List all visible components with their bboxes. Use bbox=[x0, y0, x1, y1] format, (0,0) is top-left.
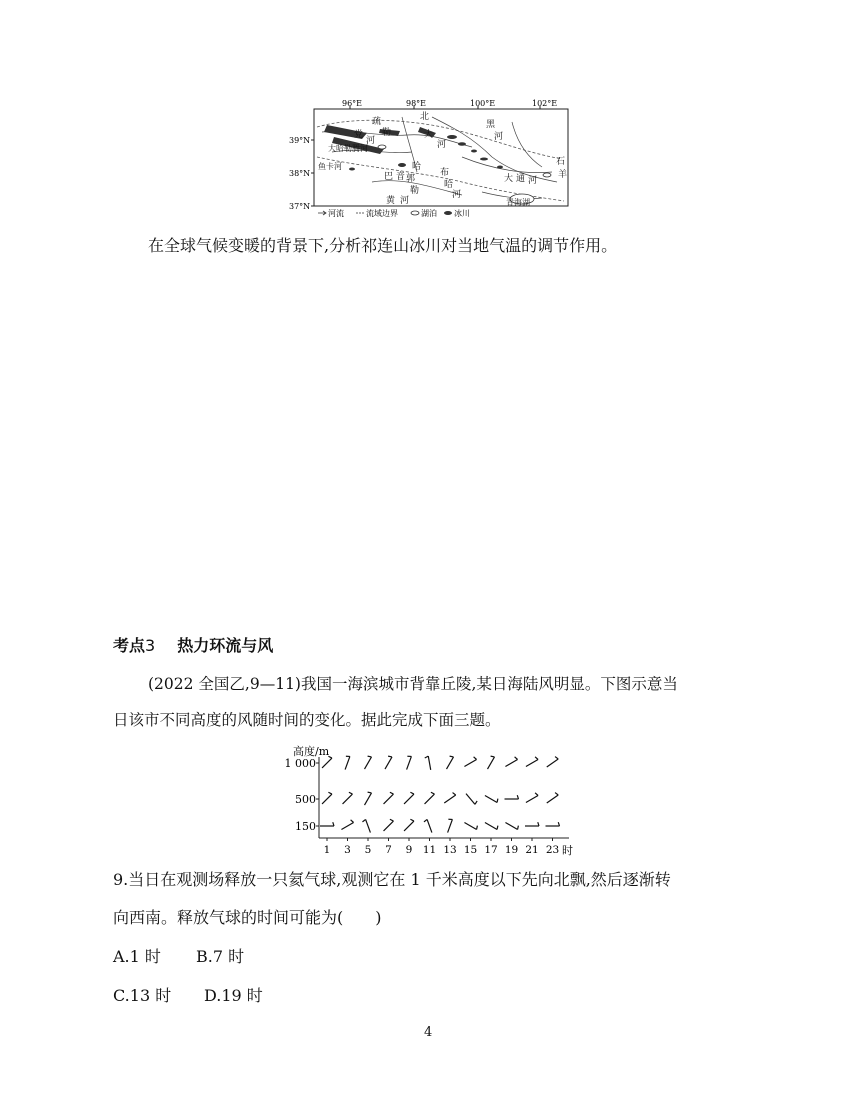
wind-barb bbox=[385, 756, 392, 769]
hour-tick-label: 1 bbox=[323, 844, 331, 856]
place-label: 巴 bbox=[384, 172, 394, 182]
qilian-glacier-map bbox=[289, 97, 570, 218]
place-label: 郭 bbox=[406, 174, 416, 184]
hour-tick-label: 19 bbox=[504, 844, 519, 856]
wind-barb bbox=[424, 819, 432, 832]
section-number: 3 bbox=[145, 636, 156, 655]
wind-barb bbox=[485, 796, 498, 803]
wind-barb bbox=[425, 756, 431, 770]
wind-barb bbox=[404, 792, 414, 804]
legend-lake-label: 湖泊 bbox=[421, 209, 437, 218]
wind-barb bbox=[343, 792, 353, 804]
wind-barb bbox=[505, 757, 517, 767]
place-label: 青海湖 bbox=[506, 198, 530, 207]
lon-label: 98°E bbox=[406, 99, 427, 108]
hour-tick-label: 3 bbox=[344, 844, 351, 856]
wind-barb bbox=[365, 756, 372, 769]
wind-barb bbox=[444, 793, 455, 803]
page-number: 4 bbox=[424, 1025, 433, 1040]
place-label: 河 bbox=[452, 190, 462, 200]
wind-barb bbox=[525, 822, 539, 826]
option-c[interactable]: C.13 时 bbox=[113, 986, 172, 1005]
wind-barb bbox=[341, 820, 353, 830]
x-axis-unit: 时 bbox=[562, 844, 573, 857]
question-text: 在全球气候变暖的背景下,分析祁连山冰川对当地气温的调节作用。 bbox=[148, 236, 618, 255]
option-b[interactable]: B.7 时 bbox=[196, 947, 245, 966]
wind-barb bbox=[425, 792, 435, 804]
hour-tick-label: 15 bbox=[463, 844, 478, 856]
place-label: 党 bbox=[354, 130, 364, 140]
wind-barb bbox=[365, 792, 372, 805]
place-label: 哈 bbox=[412, 162, 422, 172]
place-label: 哈 bbox=[444, 180, 454, 190]
lat-label: 37°N bbox=[289, 202, 311, 211]
wind-barb bbox=[488, 756, 495, 769]
wind-barb bbox=[464, 757, 476, 767]
hour-tick-label: 5 bbox=[364, 844, 372, 856]
place-label: 北 bbox=[420, 112, 430, 122]
place-label: 河 bbox=[494, 132, 504, 142]
legend-boundary-label: 流域边界 bbox=[366, 209, 398, 218]
wind-barb bbox=[384, 792, 394, 804]
height-tick-label: 500 bbox=[295, 793, 316, 806]
wind-barb bbox=[547, 757, 558, 767]
legend-glacier-label: 冰川 bbox=[454, 209, 470, 218]
question-9-line-1: 9.当日在观测场释放一只氦气球,观测它在 1 千米高度以下先向北飘,然后逐渐转 bbox=[113, 870, 671, 889]
wind-barb bbox=[546, 822, 560, 826]
hour-tick-label: 21 bbox=[525, 844, 539, 856]
wind-barb bbox=[485, 823, 498, 830]
height-tick-label: 150 bbox=[295, 820, 316, 833]
lat-label: 39°N bbox=[289, 136, 311, 145]
place-label: 黑 bbox=[486, 120, 496, 130]
map-legend bbox=[318, 208, 470, 218]
wind-barb bbox=[526, 793, 538, 803]
wind-barb bbox=[322, 792, 332, 804]
lat-label: 38°N bbox=[289, 169, 311, 178]
wind-barb bbox=[466, 794, 477, 805]
place-label: 疏 bbox=[372, 117, 382, 127]
intro-line-2: 日该市不同高度的风随时间的变化。据此完成下面三题。 bbox=[113, 711, 501, 729]
option-d[interactable]: D.19 时 bbox=[204, 986, 263, 1005]
hour-tick-label: 11 bbox=[422, 844, 437, 856]
lon-label: 100°E bbox=[470, 99, 496, 108]
place-label: 大 bbox=[424, 130, 434, 140]
height-tick-label: 1 000 bbox=[284, 757, 316, 770]
wind-barb bbox=[447, 756, 454, 769]
place-label: 音 bbox=[396, 172, 406, 182]
wind-barb bbox=[407, 756, 412, 769]
place-label: 河 bbox=[366, 136, 376, 146]
section-title: 热力环流与风 bbox=[177, 636, 274, 655]
place-label: 布 bbox=[440, 168, 450, 178]
wind-barb bbox=[464, 823, 477, 830]
place-label: 河 bbox=[528, 176, 538, 186]
place-label: 石 bbox=[556, 157, 566, 167]
place-label: 通 bbox=[516, 174, 526, 184]
place-label: 羊 bbox=[558, 170, 568, 180]
wind-barb bbox=[448, 819, 453, 832]
hour-tick-label: 9 bbox=[405, 844, 413, 856]
wind-barb bbox=[505, 823, 518, 830]
place-label: 勒 bbox=[410, 186, 420, 196]
wind-barb bbox=[362, 819, 370, 832]
question-9-line-2: 向西南。释放气球的时间可能为( ) bbox=[113, 908, 382, 927]
intro-line-1: (2022 全国乙,9—11)我国一海滨城市背靠丘陵,某日海陆风明显。下图示意当 bbox=[148, 675, 678, 693]
place-label: 鱼卡河 bbox=[318, 162, 342, 171]
place-label: 大 bbox=[504, 174, 514, 184]
place-label: 大哈勒腾河 bbox=[328, 144, 368, 153]
legend-river-label: 河流 bbox=[328, 209, 344, 218]
hour-tick-label: 17 bbox=[484, 844, 498, 856]
hour-tick-label: 13 bbox=[443, 844, 457, 856]
section-label: 考点 bbox=[113, 636, 146, 655]
section-heading bbox=[113, 633, 273, 656]
lon-label: 102°E bbox=[532, 99, 558, 108]
wind-barb-chart bbox=[285, 743, 585, 858]
place-label: 河 bbox=[437, 140, 447, 150]
place-label: 勒 bbox=[382, 128, 392, 138]
place-label: 河 bbox=[400, 196, 410, 206]
wind-barb bbox=[404, 819, 414, 831]
hour-tick-label: 7 bbox=[385, 844, 392, 856]
hour-tick-label: 23 bbox=[545, 844, 560, 856]
wind-barb bbox=[384, 819, 394, 831]
wind-barb bbox=[526, 757, 538, 767]
lon-label: 96°E bbox=[342, 99, 363, 108]
wind-barb bbox=[320, 822, 334, 826]
option-a[interactable]: A.1 时 bbox=[113, 947, 161, 966]
place-label: 黄 bbox=[386, 196, 396, 206]
wind-barb bbox=[547, 793, 558, 803]
wind-barb bbox=[345, 756, 350, 769]
y-axis-label: 高度/m bbox=[293, 745, 330, 758]
map-frame bbox=[314, 109, 568, 206]
wind-barb bbox=[505, 795, 519, 799]
